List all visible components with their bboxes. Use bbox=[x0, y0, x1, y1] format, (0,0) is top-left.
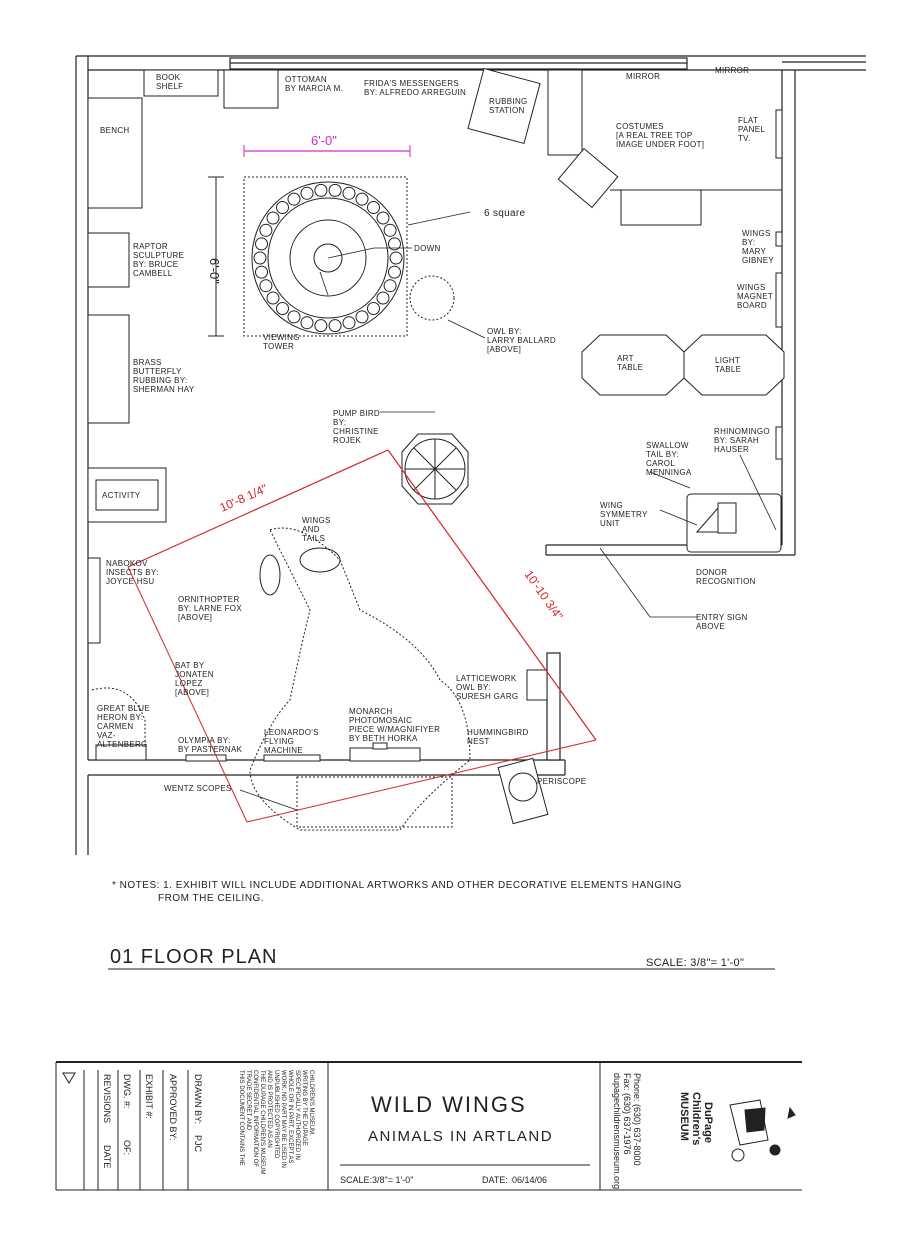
plan-title: 01 FLOOR PLAN bbox=[110, 946, 278, 968]
dim-diag-a: 10'-8 1/4" bbox=[217, 481, 270, 515]
label-pump-bird: PUMP BIRD BY: CHRISTINE ROJEK bbox=[333, 409, 381, 445]
note-line-1: * NOTES: 1. EXHIBIT WILL INCLUDE ADDITIONAL ARTWORKS AND OTHER DECORATIVE ELEMENTS HANGING bbox=[112, 880, 682, 891]
label-donor: DONOR RECOGNITION bbox=[696, 568, 756, 586]
wentz-scopes bbox=[297, 777, 452, 827]
tb-scale-label: SCALE: bbox=[340, 1175, 373, 1185]
label-swallow: SWALLOW TAIL BY: CAROL MENNINGA bbox=[646, 441, 692, 477]
label-butterfly: BRASS BUTTERFLY RUBBING BY: SHERMAN HAY bbox=[133, 358, 195, 394]
latticework-base bbox=[527, 670, 547, 700]
pump-bird bbox=[402, 434, 468, 504]
label-latticework: LATTICEWORK OWL BY: SURESH GARG bbox=[456, 674, 519, 701]
label-viewing-tower: VIEWING TOWER bbox=[263, 333, 300, 351]
ornithopter-outline bbox=[250, 528, 470, 830]
tower-bead bbox=[377, 292, 389, 304]
periscope-lens bbox=[509, 773, 537, 801]
tower-bead bbox=[260, 280, 272, 292]
owl-outline bbox=[410, 276, 454, 320]
tb-exhibit: EXHIBIT #: bbox=[144, 1074, 154, 1119]
label-rubbing-station: RUBBING STATION bbox=[489, 97, 528, 115]
dim-diag-b: 10'-10 3/4" bbox=[521, 567, 566, 623]
label-monarch: MONARCH PHOTOMOSAIC PIECE W/MAGNIFIYER BY BETH HORKA bbox=[349, 707, 441, 743]
raptor-base bbox=[88, 233, 129, 287]
tower-bead bbox=[329, 320, 341, 332]
tower-bead bbox=[315, 320, 327, 332]
tb-date-label: DATE bbox=[102, 1145, 112, 1169]
butterfly-base bbox=[88, 315, 129, 423]
dim-width: 6'-0" bbox=[311, 133, 337, 148]
tower-bead bbox=[356, 311, 368, 323]
label-ornithopter: ORNITHOPTER BY: LARNE FOX [ABOVE] bbox=[178, 595, 242, 622]
tower-bead bbox=[329, 184, 341, 196]
note-line-2: FROM THE CEILING. bbox=[158, 893, 265, 904]
title-block-text bbox=[102, 1070, 714, 1189]
label-ottoman: OTTOMAN BY MARCIA M. bbox=[285, 75, 344, 93]
costume-mirror-unit bbox=[558, 149, 617, 208]
nabokov-base bbox=[88, 558, 100, 643]
tower-bead bbox=[390, 252, 402, 264]
tb-web: dupagechildrensmuseum.org bbox=[612, 1073, 622, 1190]
label-bench: BENCH bbox=[100, 126, 130, 135]
label-mirror-1: MIRROR bbox=[626, 72, 661, 81]
tower-bead bbox=[277, 202, 289, 214]
label-wings-magnet: WINGS MAGNET BOARD bbox=[737, 283, 774, 310]
label-wings-tails: WINGS AND TAILS bbox=[302, 516, 331, 543]
label-book-shelf: BOOK SHELF bbox=[156, 73, 184, 91]
plan-title-block bbox=[108, 946, 775, 969]
label-entry-sign: ENTRY SIGN ABOVE bbox=[696, 613, 748, 631]
tower-bead bbox=[301, 317, 313, 329]
wings-gibney-panel bbox=[776, 232, 782, 246]
wings-magnet-panel bbox=[776, 273, 782, 327]
label-heron: GREAT BLUE HERON BY: CARMEN VAZ-ALTENBERG bbox=[97, 704, 150, 749]
wing-symmetry-box bbox=[718, 503, 736, 533]
label-bat: BAT BY JONATEN LOPEZ [ABOVE] bbox=[175, 661, 214, 697]
tower-bead bbox=[260, 224, 272, 236]
notes bbox=[112, 880, 682, 904]
tower-bead bbox=[256, 266, 268, 278]
museum-logo bbox=[730, 1100, 795, 1161]
tb-project-sub: ANIMALS IN ARTLAND bbox=[368, 1128, 554, 1145]
tower-bead bbox=[377, 212, 389, 224]
tb-phone: Phone: (630) 637-8000 bbox=[632, 1073, 642, 1166]
flat-panel-tv bbox=[776, 110, 782, 158]
label-wing-symmetry: WING SYMMETRY UNIT bbox=[600, 501, 648, 528]
tower-bead bbox=[267, 292, 279, 304]
label-wentz: WENTZ SCOPES bbox=[164, 784, 232, 793]
tower-bead bbox=[301, 187, 313, 199]
tower-bead bbox=[368, 303, 380, 315]
dim-height: 6'-0" bbox=[207, 258, 222, 284]
wing-shape bbox=[260, 548, 340, 595]
tb-project-title: WILD WINGS bbox=[371, 1092, 527, 1117]
tb-approved: APPROVED BY: bbox=[168, 1074, 178, 1141]
tower-bead bbox=[288, 311, 300, 323]
tb-drawn: DRAWN BY: bbox=[193, 1074, 203, 1125]
tb-of: OF: bbox=[122, 1140, 132, 1155]
tb-revisions: REVISIONS bbox=[102, 1074, 112, 1124]
label-six-square: 6 square bbox=[484, 208, 526, 219]
tb-scale-value: 3/8"= 1'-0" bbox=[372, 1175, 414, 1185]
tb-legal: THIS DOCUMENT CONTAINS THETRADE SECRET ANDCONFIDENTIAL INFORMATION OFTHE DUPAGE CHILDREN'S MUSEUMAND IS PROTECTED AS ANUNPUBLISHED COPYRIGHTEDWORK. NO PART MAY BE USED INWHOLE OR IN PART, EXCEPT ASSPECIFICALLY AUTHORIZED INWRITING BY THE DUPAGECHILDREN'S MUSEUM. bbox=[238, 1070, 314, 1175]
tb-date-field: DATE: bbox=[482, 1175, 508, 1185]
olympia-base bbox=[186, 755, 226, 761]
dimension-labels bbox=[207, 133, 566, 623]
label-nabokov: NABOKOV INSECTS BY: JOYCE HSU bbox=[106, 559, 159, 586]
costume-bench bbox=[621, 190, 701, 225]
label-down: DOWN bbox=[414, 244, 441, 253]
tower-bead bbox=[356, 193, 368, 205]
ottoman bbox=[224, 70, 278, 108]
rhinomingo-panel bbox=[776, 427, 782, 459]
tower-bead bbox=[343, 317, 355, 329]
tb-dwg: DWG. #: bbox=[122, 1074, 132, 1109]
label-periscope: PERISCOPE bbox=[537, 777, 587, 786]
costume-cabinet bbox=[548, 70, 582, 155]
label-raptor: RAPTOR SCULPTURE BY: BRUCE CAMBELL bbox=[133, 242, 185, 278]
monarch-base bbox=[350, 748, 420, 761]
tb-fax: Fax: (630) 637-1976 bbox=[622, 1073, 632, 1155]
tower-bead bbox=[254, 252, 266, 264]
tower-bead bbox=[277, 303, 289, 315]
tower-bead bbox=[384, 280, 396, 292]
label-rhinomingo: RHINOMINGO BY: SARAH HAUSER bbox=[714, 427, 770, 454]
tower-bead bbox=[389, 266, 401, 278]
room-labels bbox=[97, 66, 774, 793]
label-olympia: OLYMPIA BY: BY PASTERNAK bbox=[178, 736, 243, 754]
tower-bead bbox=[288, 193, 300, 205]
label-flat-panel: FLAT PANEL TV. bbox=[738, 116, 766, 143]
tower-bead bbox=[384, 224, 396, 236]
plan-scale: SCALE: 3/8"= 1'-0" bbox=[646, 957, 745, 969]
label-activity: ACTIVITY bbox=[102, 491, 141, 500]
tower-bead bbox=[267, 212, 279, 224]
tb-museum-3: MUSEUM bbox=[678, 1092, 690, 1141]
label-mirror-2: MIRROR bbox=[715, 66, 750, 75]
label-leonardo: LEONARDO'S FLYING MACHINE bbox=[264, 728, 319, 755]
bench bbox=[88, 98, 142, 208]
leonardo-base bbox=[264, 755, 320, 761]
tb-museum-1: DuPage bbox=[702, 1102, 714, 1143]
tb-drawn-value: PJC bbox=[193, 1135, 203, 1153]
label-owl: OWL BY: LARRY BALLARD [ABOVE] bbox=[487, 327, 556, 354]
monarch-magnifier bbox=[373, 743, 387, 749]
viewing-tower bbox=[244, 177, 407, 336]
tower-bead bbox=[256, 238, 268, 250]
tb-date-value: 06/14/06 bbox=[512, 1175, 548, 1185]
tower-bead bbox=[368, 202, 380, 214]
label-costumes: COSTUMES [A REAL TREE TOP IMAGE UNDER FOOT] bbox=[616, 122, 705, 149]
label-fridas: FRIDA'S MESSENGERS BY: ALFREDO ARREGUIN bbox=[364, 79, 467, 97]
label-light-table: LIGHT TABLE bbox=[715, 356, 742, 374]
label-wings-gibney: WINGS BY: MARY GIBNEY bbox=[742, 229, 775, 265]
tb-museum-2: Children's bbox=[690, 1092, 702, 1146]
label-hummingbird: HUMMINGBIRD NEST bbox=[467, 728, 529, 746]
label-art-table: ART TABLE bbox=[617, 354, 644, 372]
tower-bead bbox=[343, 187, 355, 199]
tower-bead bbox=[315, 184, 327, 196]
